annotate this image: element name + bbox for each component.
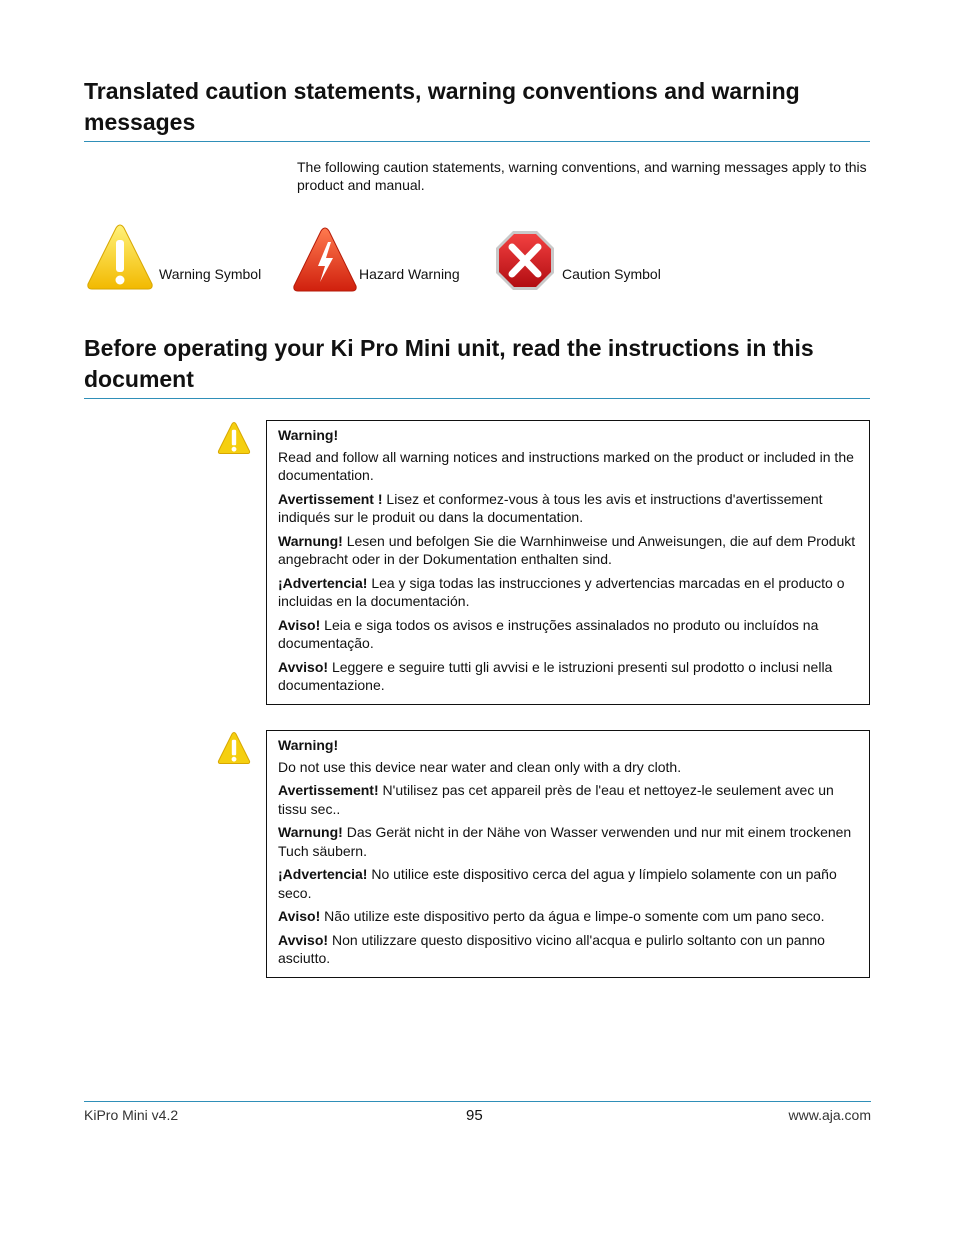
warning-text-en: Read and follow all warning notices and instructions marked on the product or included in the documentation. [278, 448, 854, 483]
footer-product-version: KiPro Mini v4.2 [84, 1107, 179, 1123]
footer-website: www.aja.com [788, 1107, 871, 1123]
warning-text-de: Warnung! Das Gerät nicht in der Nähe von Wasser verwenden und nur mit einem trockenen Tuch säubern. [278, 824, 852, 859]
warning-symbol-label: Warning Symbol [159, 266, 262, 282]
warning-text-it: Avviso! Leggere e seguire tutti gli avvisi e le istruzioni presenti sul prodotto o inclusi nella documentazione. [278, 658, 833, 693]
intro-paragraph: The following caution statements, warning conventions, and warning messages apply to this product and manual. [297, 159, 867, 193]
warning-triangle-icon [217, 731, 251, 770]
warning-triangle-icon [86, 222, 154, 297]
warning-box-water [266, 730, 870, 978]
hazard-lightning-icon [292, 226, 358, 299]
caution-symbol-label: Caution Symbol [562, 266, 661, 282]
heading-rule [84, 398, 870, 399]
warning-title: Warning! [278, 737, 339, 753]
hazard-warning-label: Hazard Warning [359, 266, 460, 282]
section-heading-caution: Translated caution statements, warning conventions and warning messages [84, 78, 800, 135]
warning-text-es: ¡Advertencia! No utilice este dispositivo cerca del agua y límpielo solamente con un paño seco. [278, 866, 837, 901]
section-heading-before-operating: Before operating your Ki Pro Mini unit, read the instructions in this document [84, 335, 814, 392]
warning-triangle-icon [217, 421, 251, 460]
warning-title: Warning! [278, 427, 339, 443]
footer-rule [84, 1101, 871, 1102]
warning-text-pt: Aviso! Leia e siga todos os avisos e instruções assinalados no produto ou incluídos na documentação. [278, 616, 819, 651]
warning-text-en: Do not use this device near water and clean only with a dry cloth. [278, 758, 682, 775]
warning-box-read-instructions [266, 420, 870, 705]
warning-text-fr: Avertissement! N'utilisez pas cet appareil près de l'eau et nettoyez-le seulement avec un tissu sec.. [278, 782, 834, 817]
warning-text-de: Warnung! Lesen und befolgen Sie die Warnhinweise und Anweisungen, die auf dem Produkt angebracht oder in der Dokumentation enthalten sind. [278, 532, 856, 567]
warning-text-it: Avviso! Non utilizzare questo dispositivo vicino all'acqua e pulirlo soltanto con un panno asciutto. [278, 931, 825, 966]
page-number: 95 [466, 1107, 483, 1124]
warning-text-pt: Aviso! Não utilize este dispositivo perto da água e limpe-o somente com um pano seco. [278, 908, 825, 924]
warning-text-fr: Avertissement ! Lisez et conformez-vous à tous les avis et instructions d'avertissement indiqués sur le produit ou dans la documentation. [278, 490, 823, 525]
caution-octagon-icon [494, 229, 556, 298]
heading-rule [84, 141, 870, 142]
warning-text-es: ¡Advertencia! Lea y siga todas las instrucciones y advertencias marcadas en el producto o incluidas en la documentación. [278, 574, 845, 609]
